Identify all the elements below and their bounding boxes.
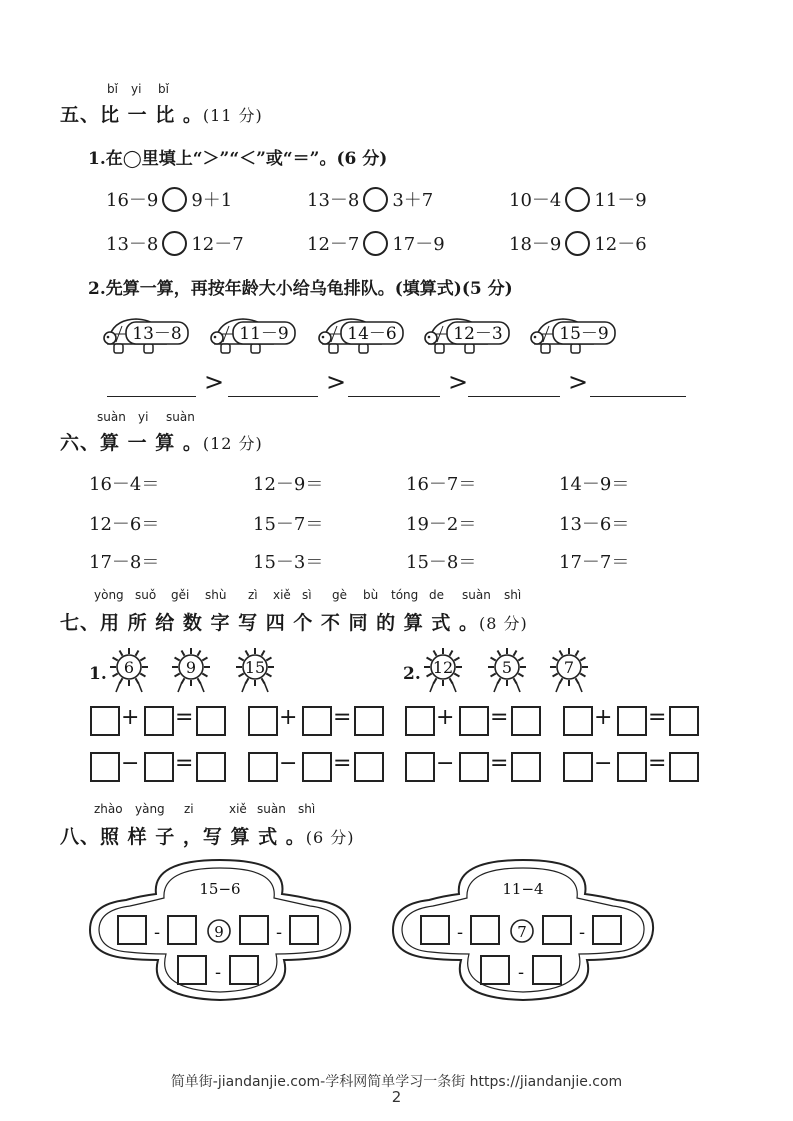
group-label: 1.: [89, 664, 107, 684]
footer-source: 简单街-jiandanjie.com-学科网简单学习一条街 https://jiandanjie.com: [170, 1074, 623, 1090]
pinyin: sì: [302, 588, 312, 602]
greater-than-sign: >: [568, 368, 589, 396]
sun-number: 12: [432, 658, 454, 677]
sun-icon: [422, 648, 464, 694]
pinyin: suàn: [97, 410, 126, 424]
comparison-item: [509, 230, 647, 258]
greater-than-sign: >: [448, 368, 469, 396]
sun-number: 15: [244, 658, 266, 677]
turtle-icon: [100, 314, 192, 358]
sun-icon: [486, 648, 528, 694]
answer-box[interactable]: [290, 916, 318, 944]
section-score: (11 分): [202, 106, 263, 125]
section-score: (8 分): [479, 614, 528, 633]
sun-number: 6: [123, 658, 135, 677]
calculation-item: 15－7＝: [253, 514, 324, 535]
answer-box[interactable]: [543, 916, 571, 944]
turtle-icon: [527, 314, 619, 358]
section-title: 八、照 样 子 ，写 算 式 。: [60, 826, 306, 848]
operator-sign: −: [121, 751, 140, 776]
turtle-icon: [315, 314, 407, 358]
pinyin: shì: [504, 588, 522, 602]
answer-box[interactable]: [471, 916, 499, 944]
right-expression: 9＋1: [191, 190, 233, 211]
equals-sign: =: [490, 751, 509, 776]
answer-circle[interactable]: [162, 231, 187, 256]
center-number: 9: [214, 923, 224, 941]
left-expression: 18－9: [509, 234, 562, 255]
calculation-item: 12－6＝: [89, 514, 160, 535]
answer-box[interactable]: [421, 916, 449, 944]
answer-box[interactable]: [563, 706, 593, 736]
minus-sign: -: [214, 962, 222, 983]
minus-sign: -: [578, 922, 586, 943]
pinyin: tóng: [391, 588, 419, 602]
operator-sign: −: [279, 751, 298, 776]
operator-sign: +: [436, 705, 455, 730]
answer-box[interactable]: [354, 752, 384, 782]
answer-box[interactable]: [354, 706, 384, 736]
answer-blank[interactable]: [228, 396, 318, 397]
answer-box[interactable]: [178, 956, 206, 984]
answer-blank[interactable]: [348, 396, 440, 397]
answer-circle[interactable]: [162, 187, 187, 212]
minus-sign: -: [517, 962, 525, 983]
calculation-item: 19－2＝: [406, 514, 477, 535]
answer-box[interactable]: [459, 752, 489, 782]
answer-box[interactable]: [617, 752, 647, 782]
pinyin: yàng: [135, 802, 165, 816]
calculation-item: 17－8＝: [89, 552, 160, 573]
section-score: (6 分): [305, 828, 355, 847]
pinyin: shì: [298, 802, 316, 816]
clover-shape: [389, 856, 657, 1004]
minus-sign: -: [456, 922, 464, 943]
operator-sign: −: [436, 751, 455, 776]
pinyin: gěi: [171, 588, 190, 602]
group-label: 2.: [403, 664, 421, 684]
equals-sign: =: [175, 751, 194, 776]
answer-box[interactable]: [669, 706, 699, 736]
pinyin: zhào: [94, 802, 123, 816]
equals-sign: =: [333, 751, 352, 776]
calculation-item: 15－3＝: [253, 552, 324, 573]
clover-shape: [86, 856, 354, 1004]
answer-box[interactable]: [481, 956, 509, 984]
calculation-item: 14－9＝: [559, 474, 630, 495]
section5-heading: [60, 100, 263, 127]
clover-example: 15−6: [199, 880, 241, 898]
section-score: (12 分): [202, 434, 263, 453]
left-expression: 13－8: [106, 234, 159, 255]
answer-circle[interactable]: [363, 231, 388, 256]
left-expression: 10－4: [509, 190, 562, 211]
sun-icon: [170, 648, 212, 694]
answer-box[interactable]: [196, 706, 226, 736]
answer-box[interactable]: [90, 752, 120, 782]
comparison-item: [307, 186, 433, 214]
pinyin: zi: [184, 802, 194, 816]
turtle-expression: 14－6: [347, 324, 397, 344]
turtle-icon: [207, 314, 299, 358]
answer-circle[interactable]: [565, 231, 590, 256]
answer-blank[interactable]: [590, 396, 686, 397]
answer-box[interactable]: [563, 752, 593, 782]
operator-sign: −: [594, 751, 613, 776]
answer-box[interactable]: [168, 916, 196, 944]
answer-box[interactable]: [669, 752, 699, 782]
pinyin: suàn: [257, 802, 286, 816]
equals-sign: =: [333, 705, 352, 730]
sun-number: 5: [501, 658, 513, 677]
equals-sign: =: [648, 751, 667, 776]
calculation-item: 16－4＝: [89, 474, 160, 495]
pinyin: suǒ: [135, 588, 157, 602]
answer-box[interactable]: [533, 956, 561, 984]
right-expression: 12－7: [191, 234, 244, 255]
answer-box[interactable]: [511, 706, 541, 736]
comparison-item: [106, 230, 244, 258]
answer-box[interactable]: [617, 706, 647, 736]
answer-box[interactable]: [118, 916, 146, 944]
turtle-expression: 11－9: [239, 324, 289, 344]
pinyin: suàn: [166, 410, 195, 424]
pinyin: bǐ: [158, 82, 169, 96]
answer-blank[interactable]: [468, 396, 560, 397]
section-title: 七、用 所 给 数 字 写 四 个 不 同 的 算 式 。: [60, 612, 479, 634]
answer-blank[interactable]: [107, 396, 196, 397]
equals-sign: =: [175, 705, 194, 730]
answer-box[interactable]: [230, 956, 258, 984]
answer-circle[interactable]: [565, 187, 590, 212]
section8-heading: [60, 822, 354, 849]
answer-box[interactable]: [405, 706, 435, 736]
equals-sign: =: [490, 705, 509, 730]
right-expression: 17－9: [392, 234, 445, 255]
pinyin: xiě: [273, 588, 291, 602]
section6-heading: [60, 428, 263, 455]
operator-sign: +: [121, 705, 140, 730]
calculation-item: 17－7＝: [559, 552, 630, 573]
pinyin: de: [429, 588, 444, 602]
answer-box[interactable]: [144, 752, 174, 782]
pinyin: bù: [363, 588, 379, 602]
equals-sign: =: [648, 705, 667, 730]
section-title: 六、算 一 算 。: [60, 432, 203, 454]
section-title: 五、比 一 比 。: [60, 104, 203, 126]
left-expression: 16－9: [106, 190, 159, 211]
answer-box[interactable]: [248, 752, 278, 782]
minus-sign: -: [153, 922, 161, 943]
question-prompt: 1.在◯里填上“＞”“＜”或“＝”。(6 分): [88, 149, 388, 169]
comparison-item: [509, 186, 647, 214]
pinyin: yòng: [94, 588, 124, 602]
calculation-item: 12－9＝: [253, 474, 324, 495]
pinyin: xiě: [229, 802, 247, 816]
section7-heading: [60, 608, 528, 635]
pinyin: yi: [131, 82, 142, 96]
greater-than-sign: >: [204, 368, 225, 396]
calculation-item: 13－6＝: [559, 514, 630, 535]
sun-icon: [234, 648, 276, 694]
clover-example: 11−4: [502, 880, 544, 898]
question-prompt: 2.先算一算，再按年龄大小给乌龟排队。(填算式)(5 分): [88, 279, 513, 299]
sun-number: 7: [563, 658, 575, 677]
operator-sign: +: [279, 705, 298, 730]
center-number: 7: [517, 923, 527, 941]
turtle-expression: 12－3: [453, 324, 503, 344]
answer-box[interactable]: [302, 706, 332, 736]
answer-box[interactable]: [405, 752, 435, 782]
answer-box[interactable]: [593, 916, 621, 944]
answer-box[interactable]: [511, 752, 541, 782]
pinyin: zì: [248, 588, 258, 602]
pinyin: suàn: [462, 588, 491, 602]
turtle-expression: 13－8: [132, 324, 182, 344]
left-expression: 13－8: [307, 190, 360, 211]
answer-box[interactable]: [248, 706, 278, 736]
answer-circle[interactable]: [363, 187, 388, 212]
turtle-expression: 15－9: [559, 324, 609, 344]
answer-box[interactable]: [240, 916, 268, 944]
pinyin: yi: [138, 410, 149, 424]
right-expression: 12－6: [594, 234, 647, 255]
turtle-icon: [421, 314, 513, 358]
answer-box[interactable]: [144, 706, 174, 736]
answer-box[interactable]: [459, 706, 489, 736]
pinyin: shù: [205, 588, 227, 602]
answer-box[interactable]: [302, 752, 332, 782]
answer-box[interactable]: [196, 752, 226, 782]
comparison-item: [307, 230, 445, 258]
page-number: 2: [391, 1088, 402, 1106]
sun-icon: [548, 648, 590, 694]
pinyin: gè: [332, 588, 347, 602]
right-expression: 11－9: [594, 190, 647, 211]
answer-box[interactable]: [90, 706, 120, 736]
calculation-item: 16－7＝: [406, 474, 477, 495]
minus-sign: -: [275, 922, 283, 943]
right-expression: 3＋7: [392, 190, 434, 211]
greater-than-sign: >: [326, 368, 347, 396]
left-expression: 12－7: [307, 234, 360, 255]
sun-icon: [108, 648, 150, 694]
pinyin: bǐ: [107, 82, 118, 96]
comparison-item: [106, 186, 232, 214]
sun-number: 9: [185, 658, 197, 677]
operator-sign: +: [594, 705, 613, 730]
calculation-item: 15－8＝: [406, 552, 477, 573]
